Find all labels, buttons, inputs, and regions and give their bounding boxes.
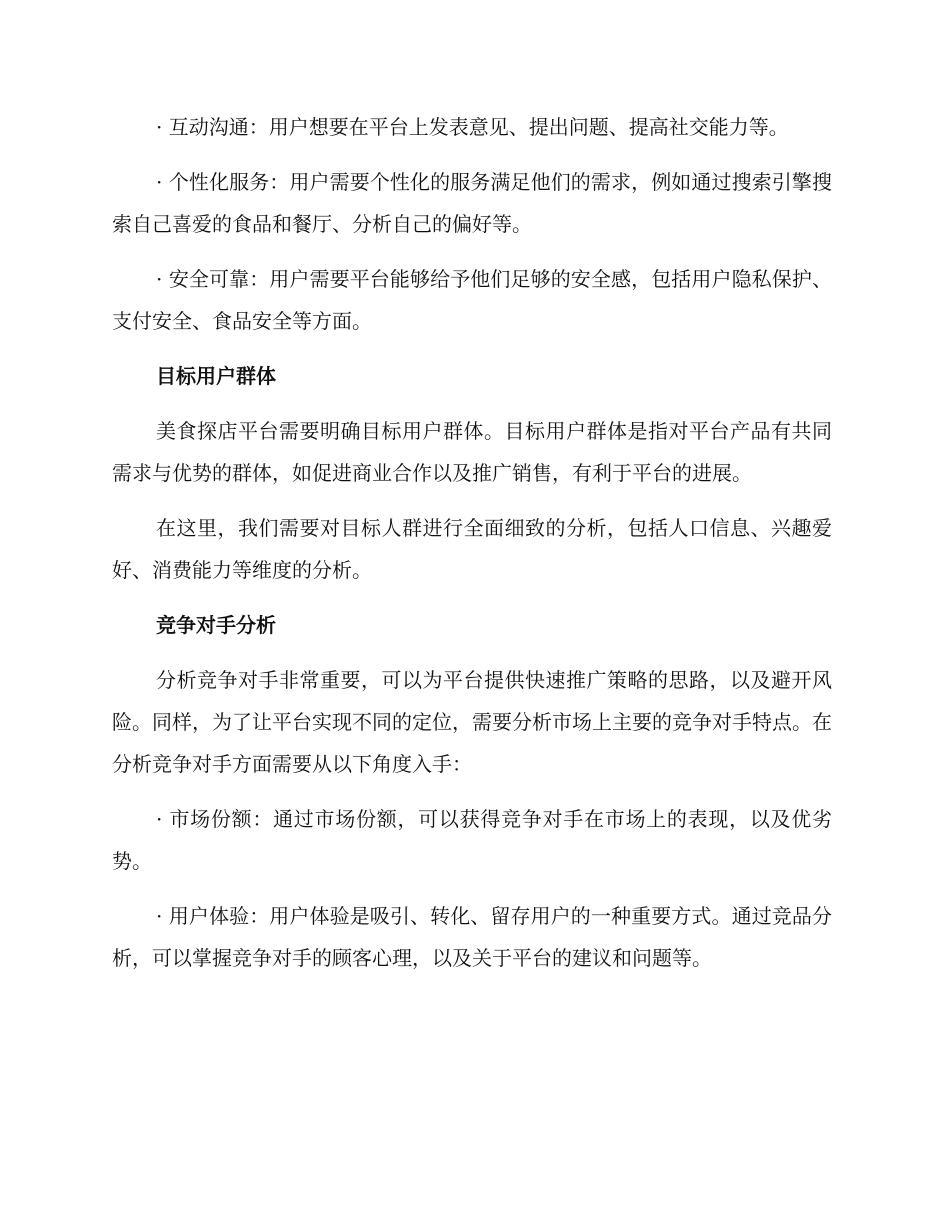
section-heading-competitor-analysis: 竞争对手分析 <box>156 613 276 637</box>
bullet-market-share: · 市场份额：通过市场份额，可以获得竞争对手在市场上的表现，以及优劣势。 <box>112 807 832 873</box>
paragraph-target-users-analysis: 在这里，我们需要对目标人群进行全面细致的分析，包括人口信息、兴趣爱好、消费能力等维度的分析。 <box>112 516 832 582</box>
document-page <box>112 106 832 979</box>
paragraph-competitor-analysis: 分析竞争对手非常重要，可以为平台提供快速推广策略的思路，以及避开风险。同样，为了让平台实现不同的定位，需要分析市场上主要的竞争对手特点。在分析竞争对手方面需要从以下角度入手： <box>112 668 832 776</box>
paragraph-target-users-intro: 美食探店平台需要明确目标用户群体。目标用户群体是指对平台产品有共同需求与优势的群体，如促进商业合作以及推广销售，有利于平台的进展。 <box>112 419 832 485</box>
bullet-safety-reliability: · 安全可靠：用户需要平台能够给予他们足够的安全感，包括用户隐私保护、支付安全、食品安全等方面。 <box>112 267 832 333</box>
section-heading-target-users: 目标用户群体 <box>156 364 276 388</box>
bullet-personalized-service: · 个性化服务：用户需要个性化的服务满足他们的需求，例如通过搜索引擎搜索自己喜爱的食品和餐厅、分析自己的偏好等。 <box>112 170 832 236</box>
bullet-interactive-communication: · 互动沟通：用户想要在平台上发表意见、提出问题、提高社交能力等。 <box>156 115 789 139</box>
bullet-user-experience: · 用户体验：用户体验是吸引、转化、留存用户的一种重要方式。通过竞品分析，可以掌握竞争对手的顾客心理，以及关于平台的建议和问题等。 <box>112 904 832 970</box>
